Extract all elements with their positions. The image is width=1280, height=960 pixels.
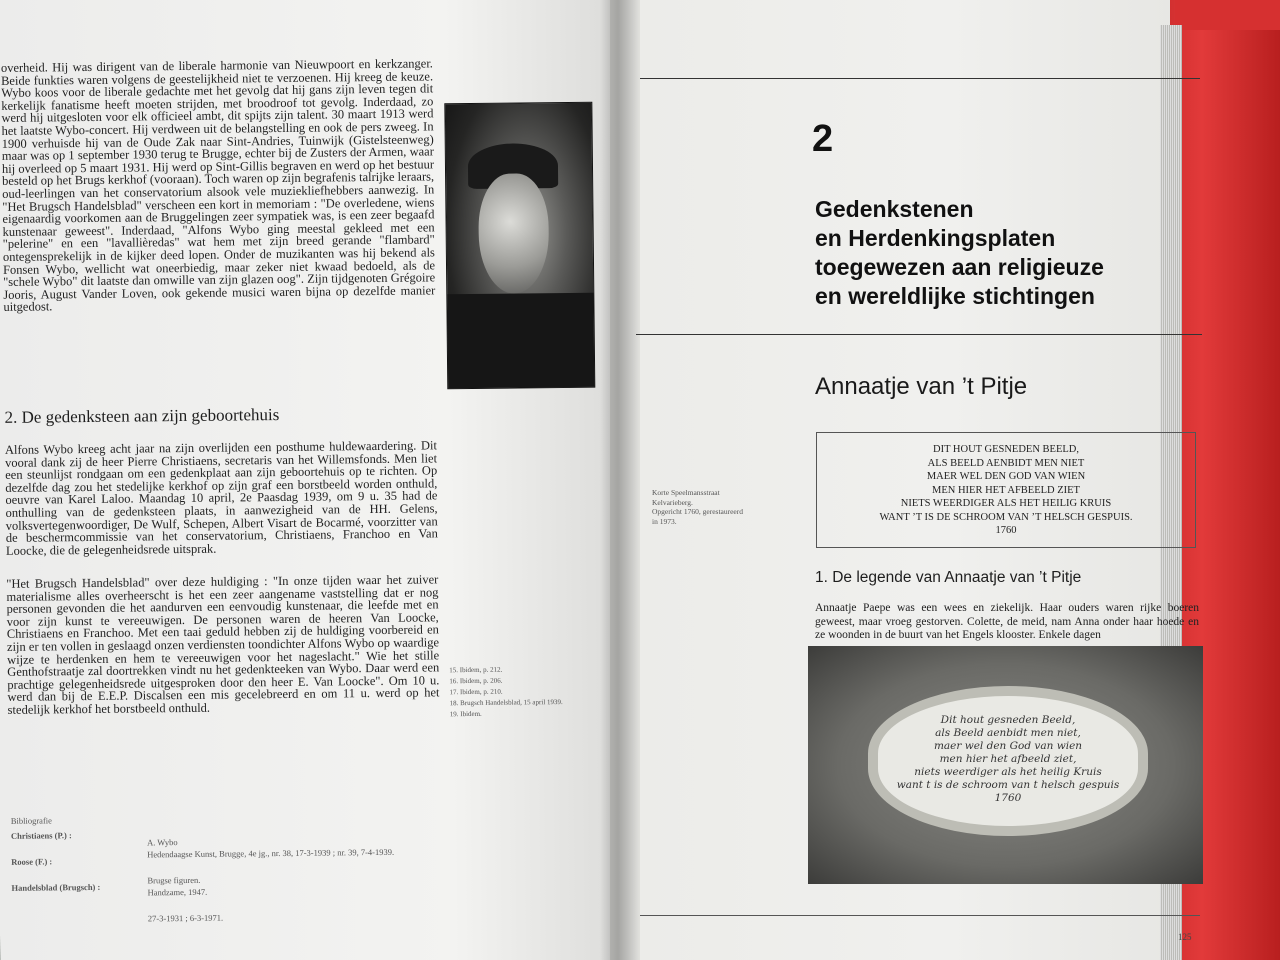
footnote: 19. Ibidem. [449, 709, 482, 719]
footnote: 15. Ibidem, p. 212. [449, 665, 503, 675]
cartouche-line: maer wel den God van wien [933, 740, 1083, 752]
left-paragraph-1: overheid. Hij was dirigent van de liberale harmonie van Nieuwpoort en kerkzanger. Beide funkties waren volgens de geestelijkheid niet te verzoenen. Hij kreeg de keuze. Wybo koos voor de liberale gedachte met het gevolg dat hij gans zijn leven tegen dit kerkelijk fanatisme heeft moeten strijden, met broodroof tot gevolg. Inderdaad, zo werd hij uitgesloten voor elk officieel ambt, dit spijts zijn talent. 30 maart 1913 werd het laatste Wybo-concert. Hij verdween uit de belangstelling en ook de pers zweeg. In 1900 verhuisde hij van de Oude Zak naar Sint-Andries, Tuinwijk (Gistelsteenweg) maar was op 1 september 1930 terug te Brugge, echter bij de Zusters der Armen, waar hij overleed op 5 maart 1931. Hij werd op Sint-Gillis begraven en werd op het bestuur besteld op het Brugs kerkhof (vooraan). Toch waren op zijn begrafenis talrijke leraars, oud-leerlingen van het conservatorium alsook vele muziekliefhebbers aanwezig. In "Het Brugsch Handelsblad" verscheen een kort in memoriam : "De overledene, wiens eigenaardig voorkomen aan de Bruggelingen zeer sympatiek was, is een zeer begaafd kunstenaar geweest". Inderdaad, "Alfons Wybo ging meestal gekleed met een "pelerine" en een "lavallièredas" wat hem met zijn breed gerande "flambard" ontegensprekelijk in de kijker deed lopen. Onder de muzikanten was hij bekend als Fonsen Wybo, wellicht wat oneerbiedig, maar zeker niet kwaad bedoeld, als de "schele Wybo" dit laatste dan omwille van zijn glazen oog". Zijn tijdgenoten Grégoire Jooris, August Vander Loven, ook gekende musici waren bijna op dezelfde manier uitgedost. [0, 56, 436, 315]
bib-author: Christiaens (P.) : [10, 830, 72, 841]
bibliography-authors [11, 829, 132, 894]
inscription-line: DIT HOUT GESNEDEN BEELD, [932, 444, 1079, 455]
chapter-title-line: en Herdenkingsplaten [815, 225, 1056, 251]
chapter-number: 2 [812, 118, 834, 160]
legend-paragraph: Annaatje Paepe was een wees en ziekelijk. Haar ouders waren rijke boeren geweest, maar vroeg gestorven. Colette, de meid, nam Anna onder haar hoede en ze woonden in de buurt van het Engels klooster. Enkele dagen [815, 602, 1199, 641]
left-paragraph-3: "Het Brugsch Handelsblad" over deze huldiging : "In onze tijden waar het zuiver materialisme alles overheerscht is het een zeer aangename vaststelling dat er nog personen gevonden die het aandurven een eenvoudig kunstenaar, die leefde met en voor zijn kunst te vereeuwigen. De personen waren de heeren Van Loocke, Christiaens en Franchoo. Met een taai geduld hebben zij de huldiging voorbereid en zijn er ten vollen in geslaagd onzen verdiensten toondichter Alfons Wybo op waardige wijze te herdenken en hem te vereeuwigen voor het nageslacht." Wie het stille Genthofstraatje zal doortrekken vindt nu het gedenkteeken van Wybo. Daar werd een prachtige gelegenheidsrede uitgesproken door den heer E. Van Loocke". Om 10 u. werd dan bij de E.E.P. Discalsen een mis gecelebreerd en om 11 u. werd op het stedelijk kerkhof het borstbeeld onthuld. [6, 572, 440, 717]
chapter-title-line: Gedenkstenen [815, 196, 974, 222]
left-heading-2: 2. De gedenksteen aan zijn geboortehuis [4, 404, 280, 427]
section-title: Annaatje van ’t Pitje [815, 373, 1028, 400]
legend-subheading: 1. De legende van Annaatje van ’t Pitje [815, 569, 1082, 586]
caption-line: in 1973. [652, 516, 677, 526]
bibliography-title: Bibliografie [10, 815, 52, 826]
caption-line: Kelvarieberg. [652, 497, 693, 507]
chapter-title [815, 195, 1175, 311]
book-gutter-shadow [600, 0, 640, 960]
photo-caption [652, 488, 792, 526]
carved-cartouche [868, 686, 1148, 836]
footnotes [449, 664, 563, 720]
cartouche-line: als Beeld aenbidt men niet, [935, 727, 1081, 739]
bib-author: Roose (F.) : [11, 856, 53, 867]
chapter-rule [636, 334, 1202, 335]
inscription-line: MAER WEL DEN GOD VAN WIEN [926, 471, 1086, 482]
caption-line: Opgericht 1760, gerestaureerd [652, 507, 744, 516]
top-rule [640, 78, 1200, 79]
footnote: 18. Brugsch Handelsblad, 15 april 1939. [449, 698, 563, 708]
cartouche-photo [808, 646, 1203, 884]
portrait-photo [444, 102, 595, 390]
inscription-line: MEN HIER HET AFBEELD ZIET [932, 484, 1080, 496]
footnote: 17. Ibidem, p. 210. [449, 687, 503, 697]
bib-text: A. Wybo Hedendaagse Kunst, Brugge, 4e jg., nr. 38, 17-3-1939 ; nr. 39, 7-4-1939. [146, 837, 395, 860]
cartouche-line: 1760 [994, 792, 1022, 804]
bib-text: 27-3-1931 ; 6-3-1971. [147, 912, 224, 924]
portrait-face [478, 173, 549, 294]
page-number: 125 [1178, 932, 1192, 942]
bib-text: Brugse figuren. Handzame, 1947. [147, 874, 208, 898]
inscription-line: WANT ’T IS DE SCHROOM VAN ’T HELSCH GESPUIS. [879, 511, 1133, 523]
cartouche-line: Dit hout gesneden Beeld, [940, 714, 1076, 726]
cartouche-line: niets weerdiger als het heilig Kruis [914, 766, 1102, 778]
chapter-title-line: toegewezen aan religieuze [815, 254, 1104, 280]
bib-author: Handelsblad (Brugsch) : [11, 881, 101, 893]
portrait-coat [447, 293, 594, 389]
inscription-line: 1760 [995, 525, 1017, 536]
bibliography-texts [147, 821, 468, 936]
caption-line: Korte Speelmansstraat [652, 488, 720, 497]
inscription-box [816, 432, 1196, 548]
bottom-rule [640, 915, 1200, 916]
chapter-title-line: en wereldlijke stichtingen [815, 283, 1095, 309]
footnote: 16. Ibidem, p. 206. [449, 676, 503, 686]
left-paragraph-2: Alfons Wybo kreeg acht jaar na zijn overlijden een posthume huldewaardering. Dit vooral dank zij de heer Pierre Christiaens, secretaris van het Willemsfonds. Men liet een steunlijst rondgaan om een gedenkplaat aan zijn geboortehuis op te richten. Op dezelfde dag zou het stedelijke kerkhof op zijn graf een borstbeeld worden onthuld, oeuvre van Karel Laloo. Maandag 10 april, 2e Paasdag 1939, om 9 u. 35 had de onthulling van de gedenksteen plaats, in aanwezigheid van de HH. Gelens, volksvertegenwoordiger, De Wulf, Schepen, Albert Visart de Bocarmé, voorzitter van de beschermcommissie van het conservatorium, Christiaens, Franchoo en Van Loocke, die de gelegenheidsrede uitsprak. [4, 438, 438, 558]
book-cover-corner [1175, 0, 1280, 30]
cartouche-line: want t is de schroom van t helsch gespuis [896, 779, 1120, 791]
cartouche-line: men hier het afbeeld ziet, [939, 753, 1077, 765]
inscription-line: NIETS WEERDIGER ALS HET HEILIG KRUIS [900, 498, 1112, 509]
inscription-line: ALS BEELD AENBIDT MEN NIET [927, 457, 1085, 469]
